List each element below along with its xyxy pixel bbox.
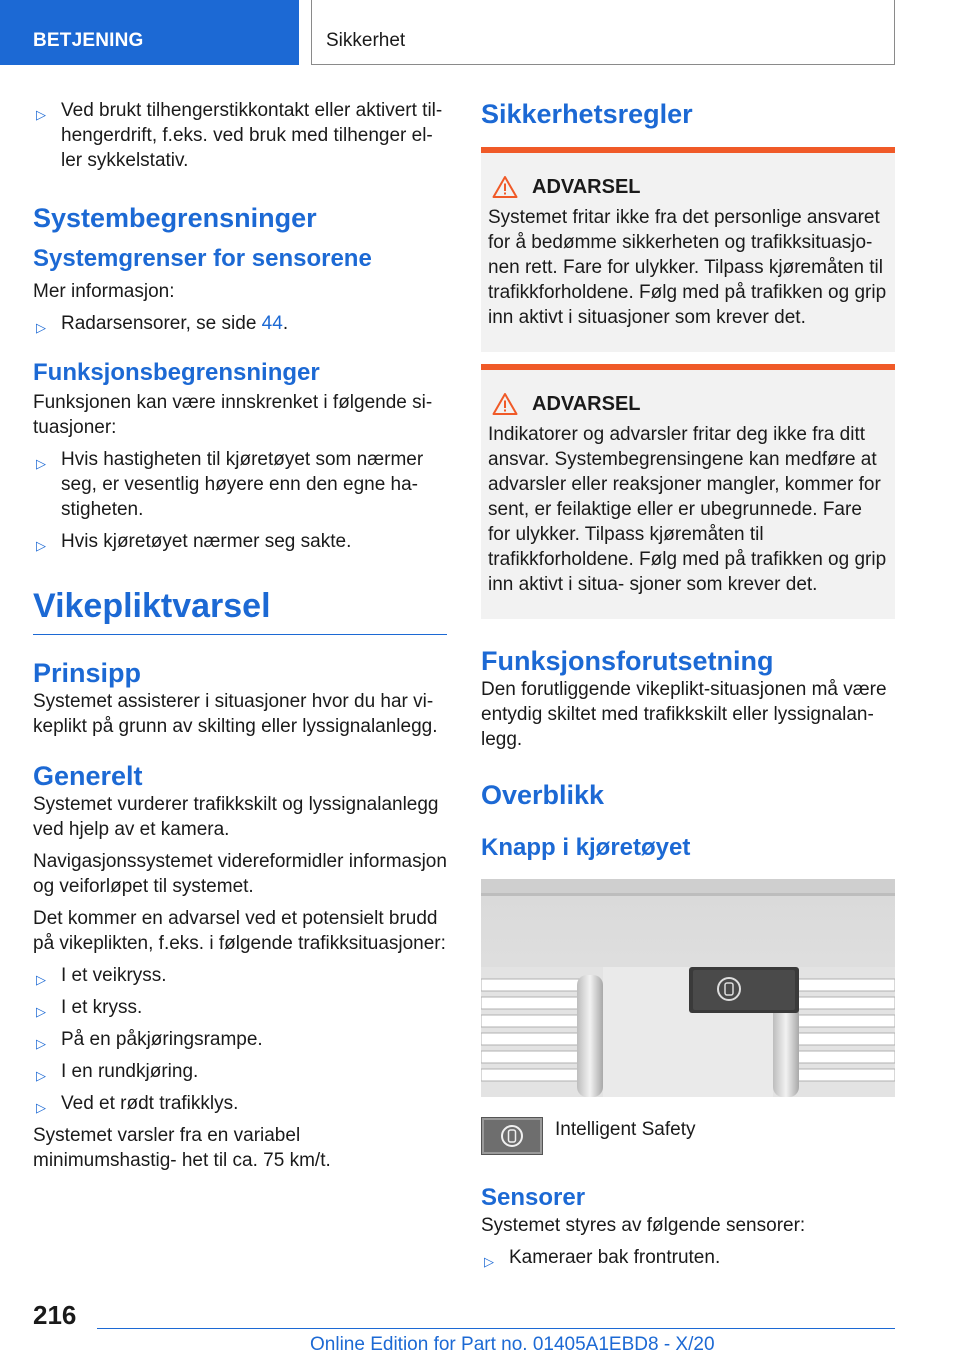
heading-vikepliktvarsel: Vikepliktvarsel bbox=[33, 587, 271, 625]
warning-box bbox=[481, 364, 895, 619]
dashboard-photo bbox=[481, 879, 895, 1097]
bullet-triangle-icon: ▷ bbox=[36, 1100, 46, 1115]
warning-text: Systemet fritar ikke fra det personlige ansvaret for å bedømme sikkerheten og trafikksituasjo- nen rett. Fare for ulykker. Tilpass kjøremåten til trafikkforholdene. Følg med på trafikken og grip inn aktivt i situasjoner som krever det. bbox=[488, 207, 887, 328]
paragraph-prinsipp: Systemet assisterer i situasjoner hvor du har vi- keplikt på grunn av skilting eller lyssignalanlegg. bbox=[33, 691, 438, 737]
bullet-triangle-icon: ▷ bbox=[36, 107, 46, 122]
paragraph-generelt-1: Systemet vurderer trafikkskilt og lyssignalanlegg ved hjelp av et kamera. bbox=[33, 794, 439, 840]
radar-list bbox=[33, 311, 447, 336]
warning-label: ADVARSEL bbox=[532, 175, 641, 198]
list-item: ▷ Hvis hastigheten til kjøretøyet som nærmer seg, er vesentlig høyere enn den egne ha- stigheten. bbox=[36, 449, 424, 520]
footer-rule bbox=[97, 1328, 895, 1329]
section-title: Sikkerhet bbox=[326, 30, 406, 51]
bullet-triangle-icon: ▷ bbox=[36, 320, 46, 335]
paragraph-sensorer: Systemet styres av følgende sensorer: bbox=[481, 1215, 806, 1236]
bullet-triangle-icon: ▷ bbox=[36, 972, 46, 987]
bullet-triangle-icon: ▷ bbox=[36, 456, 46, 471]
bullet-triangle-icon: ▷ bbox=[484, 1254, 494, 1269]
heading-sensorer: Sensorer bbox=[481, 1184, 586, 1211]
button-caption: Intelligent Safety bbox=[555, 1119, 696, 1140]
heading-generelt: Generelt bbox=[33, 761, 143, 791]
heading-sensorgrenser: Systemgrenser for sensorene bbox=[33, 245, 372, 272]
list-item: ▷ Kameraer bak frontruten. bbox=[481, 1245, 895, 1270]
list-item: ▷ Ved et rødt trafikklys. bbox=[33, 1091, 447, 1116]
paragraph-mer-info: Mer informasjon: bbox=[33, 281, 175, 302]
page-link[interactable]: 44 bbox=[261, 313, 283, 334]
right-column bbox=[481, 98, 895, 1270]
funksjon-list bbox=[33, 447, 447, 554]
list-item: ▷ På en påkjøringsrampe. bbox=[33, 1027, 447, 1052]
heading-prinsipp: Prinsipp bbox=[33, 658, 142, 688]
heading-systembegrensninger: Systembegrensninger bbox=[33, 203, 317, 233]
list-item: ▷ Ved brukt tilhengerstikkontakt eller aktivert til- hengerdrift, f.eks. ved bruk med tilhenger el- ler sykkelstativ. bbox=[36, 100, 443, 171]
list-item: ▷ I en rundkjøring. bbox=[33, 1059, 447, 1084]
heading-knapp: Knapp i kjøretøyet bbox=[481, 834, 691, 861]
list-item: ▷ I et veikryss. bbox=[33, 963, 447, 988]
warning-label: ADVARSEL bbox=[532, 392, 641, 415]
heading-rule bbox=[33, 634, 447, 635]
situasjoner-list bbox=[33, 963, 447, 1116]
list-item: ▷ I et kryss. bbox=[33, 995, 447, 1020]
sensor-list bbox=[481, 1245, 895, 1270]
warning-header bbox=[488, 175, 888, 199]
heading-sikkerhetsregler: Sikkerhetsregler bbox=[481, 99, 693, 129]
footer-edition: Online Edition for Part no. 01405A1EBD8 - X/20 bbox=[310, 1334, 715, 1355]
left-column bbox=[33, 98, 447, 1173]
paragraph-forutsetning: Den forutliggende vikeplikt-situasjonen må være entydig skiltet med trafikkskilt eller lyssignalan- legg. bbox=[481, 679, 887, 750]
page-number: 216 bbox=[33, 1300, 77, 1330]
paragraph-varsel: Systemet varsler fra en variabel minimumshastig- het til ca. 75 km/t. bbox=[33, 1125, 331, 1171]
intelligent-safety-button-icon bbox=[481, 1117, 543, 1155]
heading-funksjonsbegrensninger: Funksjonsbegrensninger bbox=[33, 359, 320, 386]
section-header bbox=[311, 0, 895, 65]
paragraph-generelt-2: Navigasjonssystemet videreformidler informasjon og veiforløpet til systemet. bbox=[33, 851, 447, 897]
warning-header bbox=[488, 392, 888, 416]
bullet-triangle-icon: ▷ bbox=[36, 1036, 46, 1051]
bullet-triangle-icon: ▷ bbox=[36, 538, 46, 553]
list-item: ▷ Radarsensorer, se side 44. bbox=[33, 311, 447, 336]
bullet-triangle-icon: ▷ bbox=[36, 1004, 46, 1019]
warning-box bbox=[481, 147, 895, 352]
chapter-tab bbox=[0, 0, 299, 65]
chapter-title: BETJENING bbox=[33, 30, 144, 51]
button-figure bbox=[481, 1117, 895, 1155]
paragraph-funksjonsbegrensninger: Funksjonen kan være innskrenket i følgende si- tuasjoner: bbox=[33, 392, 433, 438]
paragraph-generelt-3: Det kommer en advarsel ved et potensielt brudd på vikeplikten, f.eks. i følgende trafikksituasjoner: bbox=[33, 908, 446, 954]
list-item: ▷ Hvis kjøretøyet nærmer seg sakte. bbox=[33, 529, 447, 554]
warning-text: Indikatorer og advarsler fritar deg ikke fra ditt ansvar. Systembegrensingene kan medføre at advarsler eller reaksjoner mangler, kommer for sent, er feilaktige eller er ubegrunnede. Fare for ulykker. Tilpass kjøremåten til trafikkforholdene. Følg med på trafikken og grip inn aktivt i situa- sjoner som krever det. bbox=[488, 424, 887, 595]
warning-triangle-icon bbox=[492, 175, 518, 199]
heading-funksjonsforutsetning: Funksjonsforutsetning bbox=[481, 646, 774, 676]
warning-triangle-icon bbox=[492, 392, 518, 416]
heading-overblikk: Overblikk bbox=[481, 780, 605, 810]
intro-list bbox=[33, 98, 447, 173]
bullet-triangle-icon: ▷ bbox=[36, 1068, 46, 1083]
